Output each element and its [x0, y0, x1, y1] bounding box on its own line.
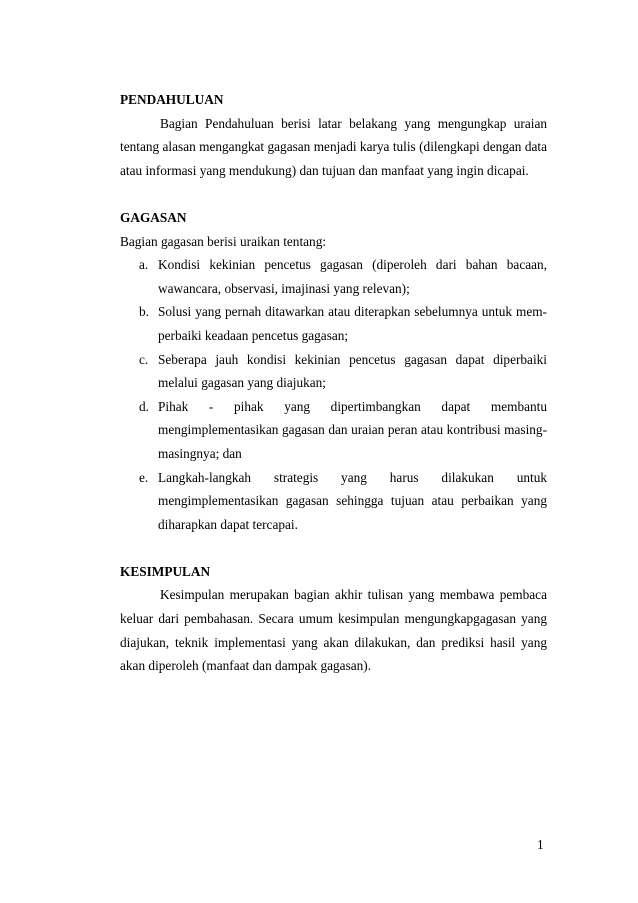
list-item-text: Langkah-langkah strategis yang harus dilakukan untuk mengimplementasikan gagasan sehingga tujuan atau perbaikan yang diharapkan dapat tercapai. — [158, 469, 547, 532]
list-item — [120, 466, 547, 537]
list-item-text: Seberapa jauh kondisi kekinian pencetus gagasan dapat diperbaiki melalui gagasan yang diajukan; — [158, 351, 547, 391]
section-gap — [120, 182, 547, 206]
list-marker: d. — [139, 398, 149, 414]
heading-gagasan: GAGASAN — [120, 209, 187, 225]
list-marker: b. — [139, 304, 149, 320]
heading-pendahuluan: PENDAHULUAN — [120, 92, 224, 107]
list-item-text: Solusi yang pernah ditawarkan atau diterapkan sebelumnya untuk mem-perbaiki keadaan pencetus gagasan; — [158, 304, 547, 343]
list-item-text: Kondisi kekinian pencetus gagasan (diperoleh dari bahan bacaan, wawancara, observasi, imajinasi yang relevan); — [158, 257, 547, 296]
list-item-text: Pihak - pihak yang dipertimbangkan dapat membantu mengimplementasikan gagasan dan uraian peran atau kontribusi masing-masingnya; dan — [158, 398, 547, 461]
list-marker: c. — [139, 351, 149, 367]
list-item — [120, 348, 547, 395]
heading-kesimpulan: KESIMPULAN — [120, 563, 211, 579]
paragraph-pendahuluan: Bagian Pendahuluan berisi latar belakang yang mengungkap uraian tentang alasan mengangkat gagasan menjadi karya tulis (dilengkapi dengan data atau informasi yang mendukung) dan tujuan dan manfaat yang ingin dicapai. — [120, 115, 547, 178]
list-item — [120, 300, 547, 347]
page-content — [120, 88, 547, 678]
list-item — [120, 253, 547, 300]
list-marker: a. — [139, 257, 149, 273]
paragraph-gagasan-intro: Bagian gagasan berisi uraikan tentang: — [120, 233, 327, 249]
gagasan-list — [120, 253, 547, 536]
paragraph-kesimpulan: Kesimpulan merupakan bagian akhir tulisan yang membawa pembaca keluar dari pembahasan. Secara umum kesimpulan mengungkapgagasan yang diajukan, teknik implementasi yang akan dilakukan, dan prediksi hasil yang akan diperoleh (manfaat dan dampak gagasan). — [120, 587, 547, 674]
list-item — [120, 395, 547, 466]
list-marker: e. — [139, 469, 149, 485]
section-gap — [120, 536, 547, 560]
page-number: 1 — [537, 837, 544, 852]
